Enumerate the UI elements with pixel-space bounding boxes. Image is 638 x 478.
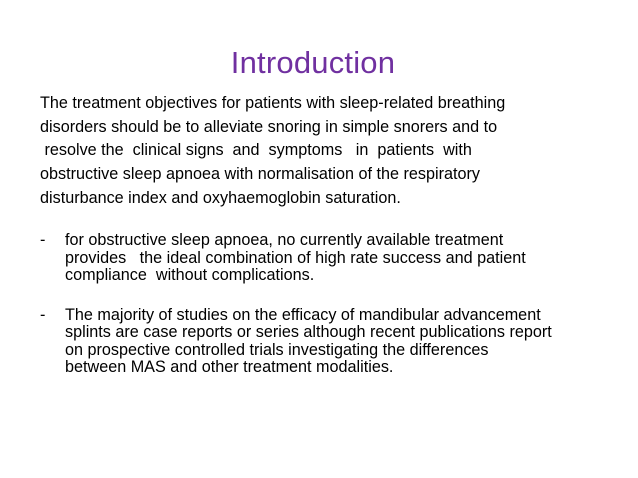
bullet-item-treatment	[40, 232, 630, 285]
bullet-line: compliance without complications.	[65, 266, 315, 284]
intro-line: The treatment objectives for patients with sleep-related breathing	[40, 94, 506, 112]
bullet-item-studies	[40, 307, 630, 377]
intro-line: disturbance index and oxyhaemoglobin saturation.	[40, 188, 401, 207]
bullet-line: The majority of studies on the efficacy of mandibular advancement	[65, 305, 541, 324]
bullet-line: on prospective controlled trials investigating the differences	[65, 340, 489, 359]
bullet-line: between MAS and other treatment modalities.	[65, 358, 394, 376]
bullet-list	[40, 232, 630, 377]
slide-title: Introduction	[230, 44, 396, 80]
bullet-line: for obstructive sleep apnoea, no currently available treatment	[65, 231, 504, 249]
bullet-line: provides the ideal combination of high rate success and patient	[65, 248, 526, 267]
intro-line: resolve the clinical signs and symptoms in patients with	[40, 141, 472, 160]
bullet-marker: -	[40, 305, 46, 324]
intro-line: obstructive sleep apnoea with normalisation of the respiratory	[40, 165, 480, 184]
intro-line: disorders should be to alleviate snoring in simple snorers and to	[40, 117, 498, 136]
intro-paragraph	[40, 92, 600, 211]
bullet-marker: -	[40, 231, 46, 249]
bullet-line: splints are case reports or series although recent publications report	[65, 323, 552, 341]
